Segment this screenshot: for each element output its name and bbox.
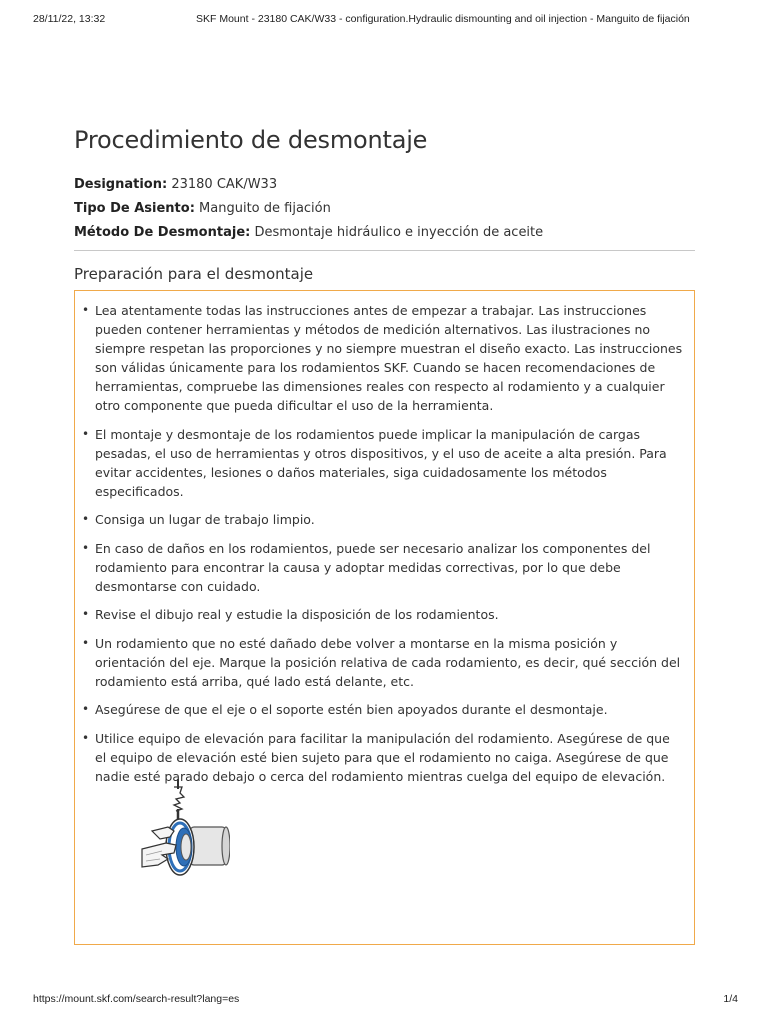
meta-label: Tipo De Asiento: [74, 201, 195, 216]
list-item [82, 634, 684, 691]
list-item-text: Revise el dibujo real y estudie la disposición de los rodamientos. [95, 607, 499, 622]
print-doc-title: SKF Mount - 23180 CAK/W33 - configuration.Hydraulic dismounting and oil injection - Manguito de fijación [196, 13, 690, 25]
meta-value: Desmontaje hidráulico e inyección de aceite [254, 225, 544, 240]
print-footer [33, 993, 738, 1009]
meta-label: Designation: [74, 177, 168, 192]
print-date: 28/11/22, 13:32 [33, 13, 106, 25]
bullet-icon: • [82, 702, 90, 716]
meta-label: Método De Desmontaje: [74, 225, 251, 240]
meta-row-designation [74, 173, 695, 197]
section-title: Preparación para el desmontaje [74, 265, 314, 283]
meta-row-seat-type [74, 197, 695, 221]
list-item-text: Lea atentamente todas las instrucciones antes de empezar a trabajar. Las instrucciones pueden contener herramientas y métodos de medición alternativos. Las ilustraciones no siempre respetan las proporciones y no siempre muestran el diseño exacto. Las instrucciones son válidas únicamente para los rodamientos SKF. Cuando se hacen recomendaciones de herramientas, compruebe las dimensiones reales con respecto al rodamiento y a cualquier otro componente que pueda dificultar el uso de la herramienta. [95, 303, 683, 413]
bullet-icon: • [82, 635, 90, 650]
meta-value: 23180 CAK/W33 [171, 177, 278, 192]
page-number: 1/4 [723, 993, 738, 1005]
list-item [82, 700, 684, 719]
list-item-text: Utilice equipo de elevación para facilitar la manipulación del rodamiento. Asegúrese de que el equipo de elevación esté bien sujeto para que el rodamiento no caiga. Asegúrese de que nadie esté parado debajo o cerca del rodamiento mientras cuelga del equipo de elevación. [95, 730, 670, 784]
list-item-text: Asegúrese de que el eje o el soporte estén bien apoyados durante el desmontaje. [95, 702, 608, 717]
list-item [82, 425, 684, 501]
lifting-hook-icon [174, 779, 184, 819]
list-item [82, 301, 684, 415]
page-title: Procedimiento de desmontaje [74, 126, 428, 154]
print-header [33, 13, 738, 29]
bearing-lifting-illustration [140, 779, 230, 884]
list-item [82, 539, 684, 596]
bullet-icon: • [82, 540, 90, 555]
shaft-icon [190, 827, 230, 865]
designation-info [74, 173, 695, 245]
list-item-text: Consiga un lugar de trabajo limpio. [95, 512, 315, 527]
list-item [82, 510, 684, 529]
meta-value: Manguito de fijación [199, 201, 331, 216]
bullet-icon: • [82, 730, 90, 745]
bullet-icon: • [82, 512, 90, 526]
instructions-panel [74, 290, 695, 945]
instructions-list [75, 291, 694, 786]
list-item-text: Un rodamiento que no esté dañado debe volver a montarse en la misma posición y orientación del eje. Marque la posición relativa de cada rodamiento, es decir, qué sección del rodamiento está arriba, qué lado está delante, etc. [95, 635, 681, 689]
list-item-text: El montaje y desmontaje de los rodamientos puede implicar la manipulación de cargas pesadas, el uso de herramientas y otros dispositivos, y el uso de aceite a alta presión. Para evitar accidentes, lesiones o daños materiales, siga cuidadosamente los métodos especificados. [95, 426, 667, 499]
list-item-text: En caso de daños en los rodamientos, puede ser necesario analizar los componentes del rodamiento para encontrar la causa y adoptar medidas correctivas, por lo que debe desmontarse con cuidado. [95, 540, 651, 594]
meta-row-dismount-method [74, 221, 695, 245]
bullet-icon: • [82, 303, 90, 317]
print-url: https://mount.skf.com/search-result?lang=es [33, 993, 240, 1005]
list-item [82, 729, 684, 786]
bullet-icon: • [82, 426, 90, 441]
bullet-icon: • [82, 607, 90, 621]
divider [74, 250, 695, 251]
main-content [74, 122, 695, 945]
list-item [82, 605, 684, 624]
